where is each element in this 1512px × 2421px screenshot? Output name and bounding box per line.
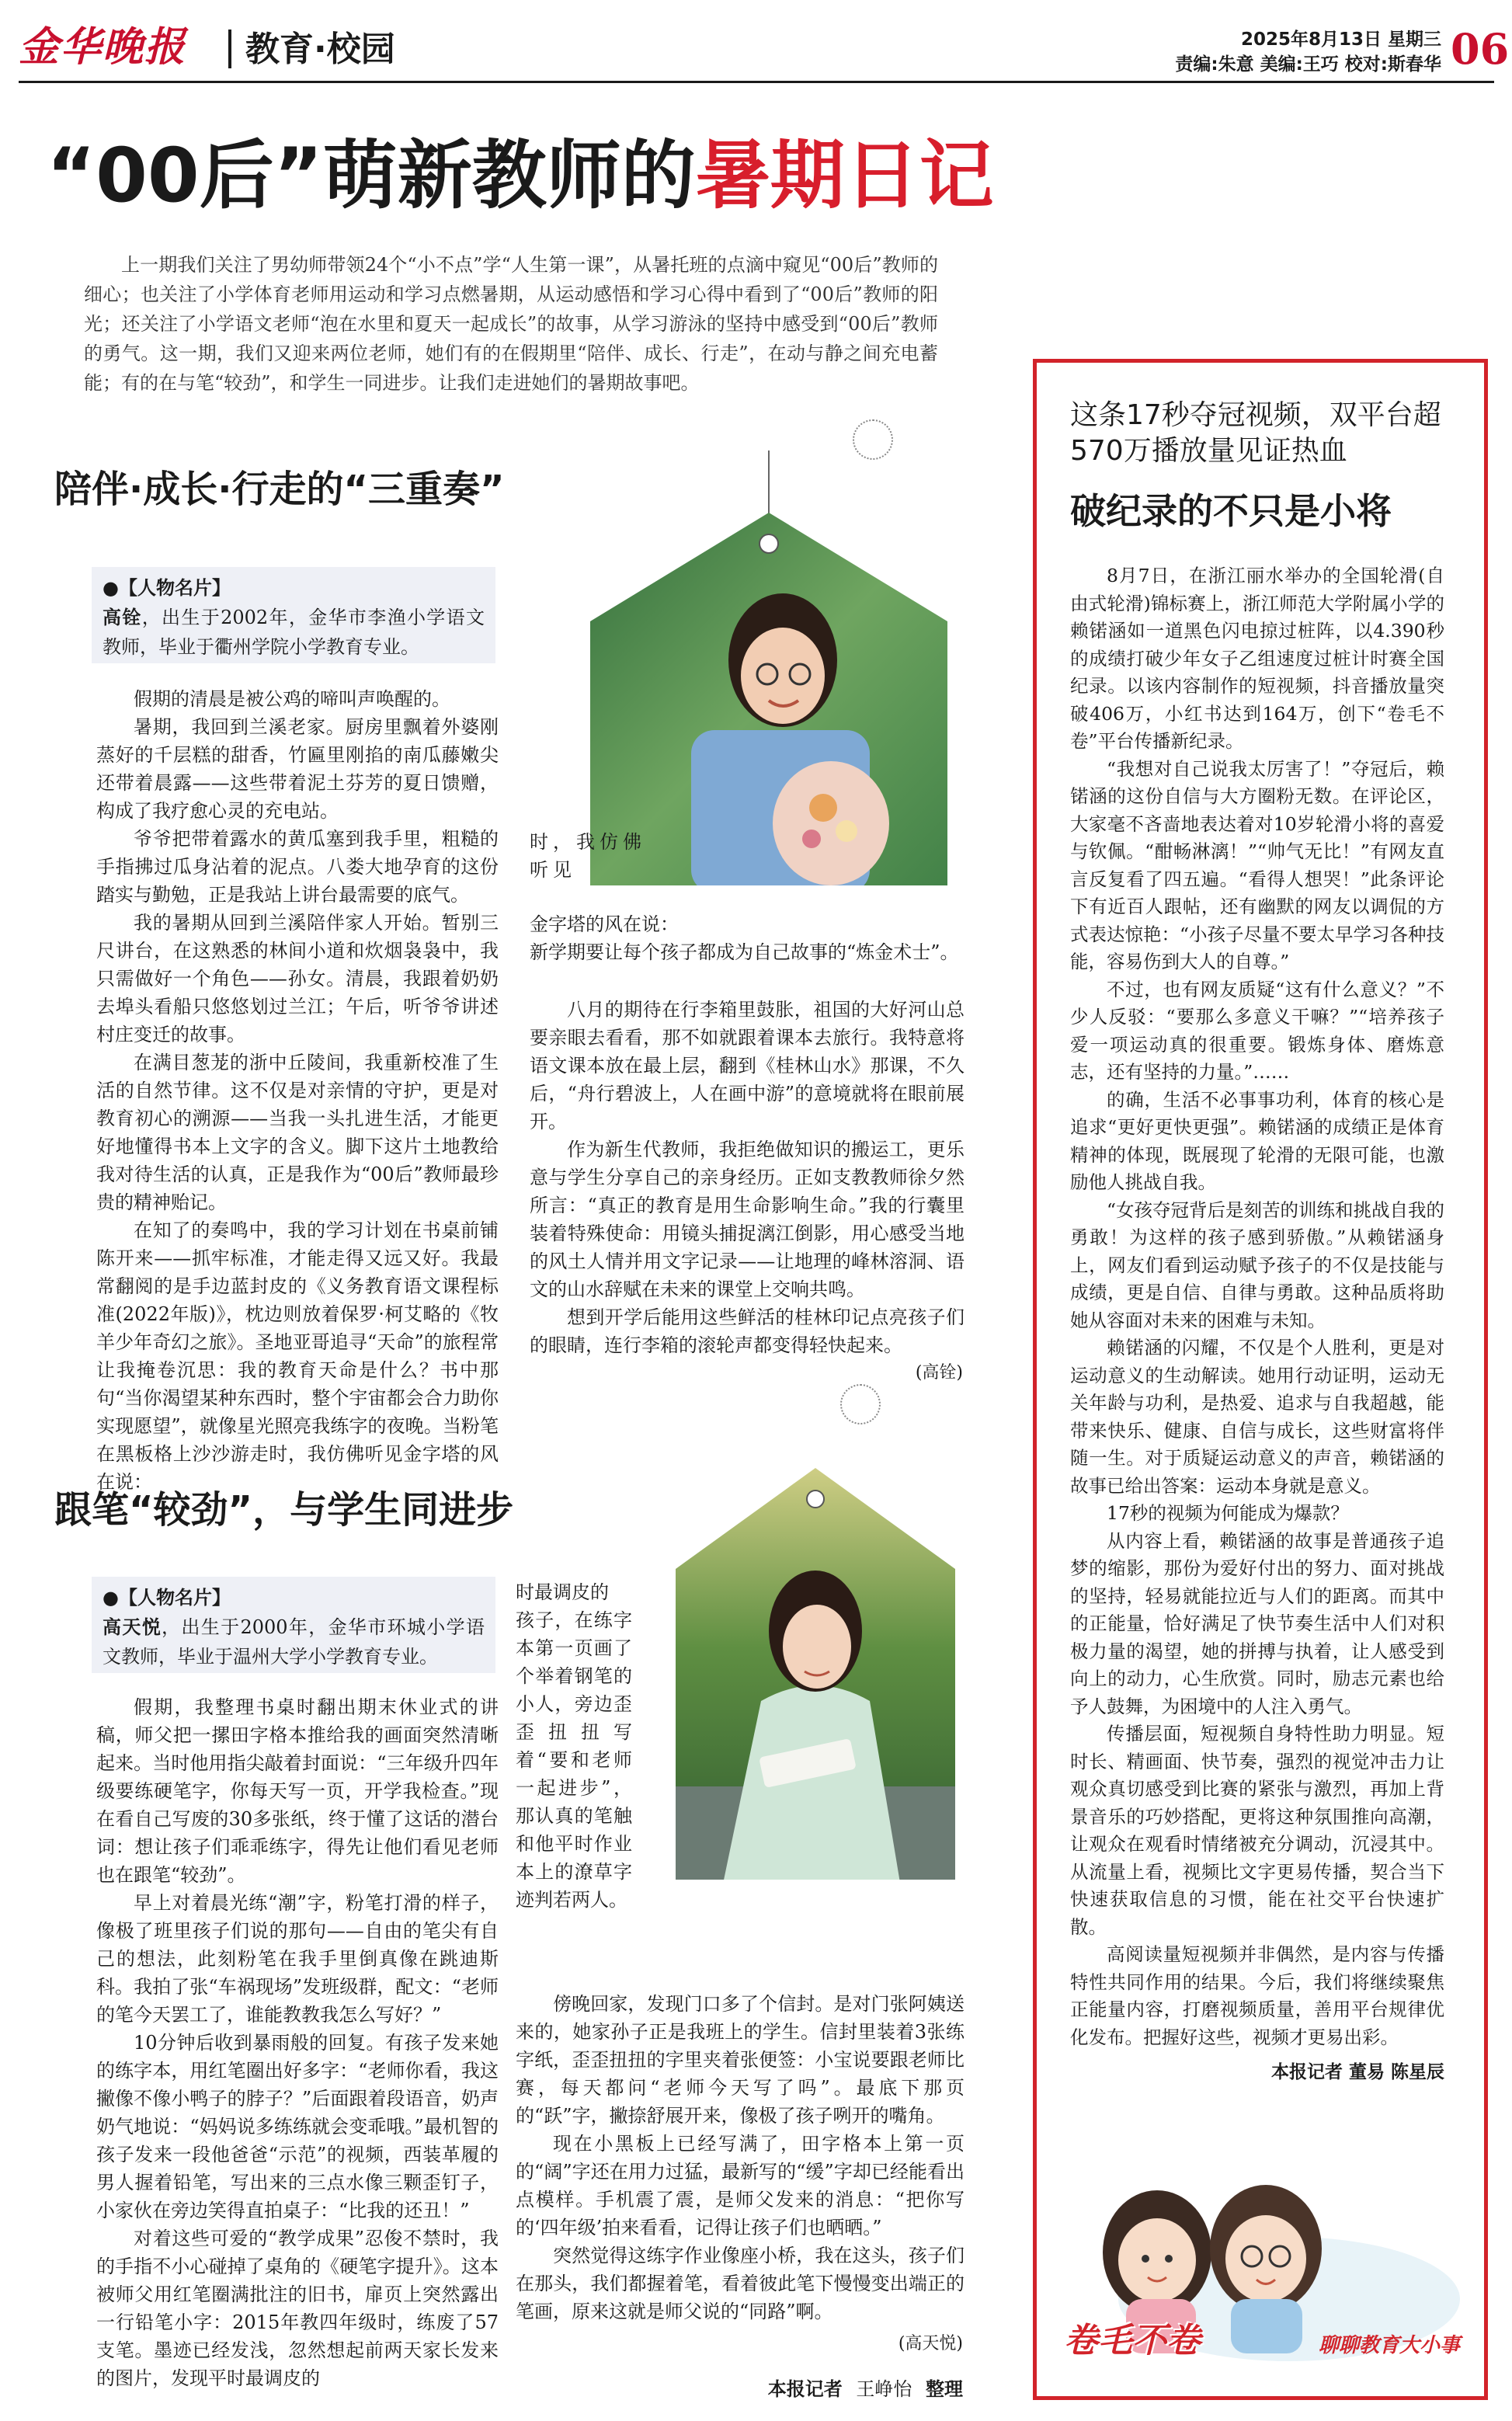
- profile-name: 高铨: [103, 606, 142, 628]
- profile-label: ●【人物名片】: [103, 1586, 231, 1609]
- paragraph: 对着这些可爱的“教学成果”忍俊不禁时，我的手指不小心碰掉了桌角的《硬笔字提升》。这本被师父用红笔圈满批注的旧书，扉页上突然露出一行铅笔小字：2015年教四年级时，练废了57支笔。墨迹已经发浅，忽然想起前两天家长发来的图片，发现平时最调皮的: [96, 2228, 499, 2389]
- brand-logo: 金华晚报: [19, 23, 187, 71]
- paragraph: 我的暑期从回到兰溪陪伴家人开始。暂别三尺讲台，在这熟悉的林间小道和炊烟袅袅中，我只需做好一个角色——孙女。清晨，我跟着奶奶去埠头看船只悠悠划过兰江；午后，听爷爷讲述村庄变迁的故事。: [96, 912, 499, 1045]
- story1-column-right-top: [530, 910, 965, 996]
- logo-slogan: 聊聊教育大小事: [1318, 2334, 1460, 2357]
- paragraph: 突然觉得这练字作业像座小桥，我在这头，孩子们在那头，我们都握着笔，看着彼此笔下慢慢变出端正的笔画，原来这就是师父说的“同路”啊。: [516, 2245, 965, 2322]
- main-headline: [47, 130, 994, 221]
- masthead: [19, 23, 1510, 78]
- profile-text: ，出生于2000年，金华市环城小学语文教师，毕业于温州大学小学教育专业。: [103, 1616, 485, 1668]
- paragraph: 早上对着晨光练“潮”字，粉笔打滑的样子，像极了班里孩子们说的那句——自由的笔尖有自己的想法，此刻粉笔在我手里倒真像在跳迪斯科。我拍了张“车祸现场”发班级群，配文：“老师的笔今天罢工了，谁能教教我怎么写好？”: [96, 1892, 499, 2026]
- profile-description: [103, 1612, 485, 1671]
- headline-part1: “00后”萌新教师的: [47, 132, 696, 219]
- juanmao-logo-illustration: [1056, 2167, 1468, 2384]
- story2-column-narrow: [516, 1578, 632, 1982]
- profile-description: [103, 603, 485, 662]
- logo-text: 卷毛不卷: [1064, 2321, 1201, 2360]
- story2-title: 跟笔“较劲”，与学生同进步: [54, 1488, 514, 1532]
- narrow-line: 时最调皮的: [516, 1581, 609, 1603]
- profile-label: ●【人物名片】: [103, 576, 231, 599]
- right-subtitle: 这条17秒夺冠视频，双平台超570万播放量见证热血: [1070, 399, 1441, 467]
- paragraph: 在知了的奏鸣中，我的学习计划在书桌前铺陈开来——抓牢标准，才能走得又远又好。我最常翻阅的是手边蓝封皮的《义务教育语文课程标准(2022年版)》，枕边则放着保罗·柯艾略的《牧羊少年奇幻之旅》。圣地亚哥追寻“天命”的旅程常让我掩卷沉思：我的教育天命是什么？书中那句“当你渴望某种东西时，整个宇宙都会合力助你实现愿望”，就像星光照亮我练字的夜晚。当粉笔在黑板格上沙沙游走时，我仿佛听见金字塔的风在说：: [96, 1219, 499, 1493]
- paragraph: 爷爷把带着露水的黄瓜塞到我手里，粗糙的手指拂过瓜身沾着的泥点。八娄大地孕育的这份踏实与勤勉，正是我站上讲台最需要的底气。: [96, 828, 499, 906]
- narrow-line: 时，我仿佛听见: [530, 831, 646, 881]
- paragraph: 传播层面，短视频自身特性助力明显。短时长、精画面、快节奏，强烈的视觉冲击力让观众真切感受到比赛的紧张与激烈，再加上背景音乐的巧妙搭配，更将这种氛围推向高潮，让观众在观看时情绪被充分调动，沉浸其中。从流量上看，视频比文字更易传播，契合当下快速获取信息的习惯，能在社交平台快速扩散。: [1070, 1723, 1444, 1938]
- story2-column-right: [516, 1990, 965, 2324]
- profile-name: 高天悦: [103, 1616, 162, 1638]
- story1-column-right: [530, 996, 965, 1361]
- photo-tag-frame: [668, 1452, 963, 1887]
- paragraph: 想到开学后能用这些鲜活的桂林印记点亮孩子们的眼睛，连行李箱的滚轮声都变得轻快起来。: [530, 1306, 965, 1356]
- story1-profile-card: [92, 567, 495, 663]
- paragraph: 10分钟后收到暴雨般的回复。有孩子发来她的练字本，用红笔圈出好多字：“老师你看，我这撇像不像小鸭子的脖子？”后面跟着段语音，奶声奶气地说：“妈妈说多练练就会变乖哦。”最机智的孩子发来一段他爸爸“示范”的视频，西装革履的男人握着铅笔，写出来的三点水像三颗歪钉子，小家伙在旁边笑得直拍桌子：“比我的还丑！”: [96, 2032, 499, 2221]
- paragraph: 作为新生代教师，我拒绝做知识的搬运工，更乐意与学生分享自己的亲身经历。正如支教教师徐夕然所言：“真正的教育是用生命影响生命。”我的行囊里装着特殊使命：用镜头捕捉漓江倒影，用心感受当地的风土人情并用文字记录——让地理的峰林溶洞、语文的山水辞赋在未来的课堂上交响共鸣。: [530, 1139, 965, 1300]
- headline-part2: 暑期日记: [695, 132, 994, 219]
- dotted-circle-decor: [853, 419, 893, 460]
- credit-name: 王峥怡: [856, 2378, 912, 2400]
- paragraph: 从内容上看，赖锘涵的故事是普通孩子追梦的缩影，那份为爱好付出的努力、面对挑战的坚持，轻易就能拉近与人们的距离。而其中的正能量，恰好满足了快节奏生活中人们对积极力量的渴望，她的拼搏与执着，让人感受到向上的动力，心生欣赏。同时，励志元素也给予人鼓舞，为困境中的人注入勇气。: [1070, 1529, 1444, 1717]
- paragraph: 傍晚回家，发现门口多了个信封。是对门张阿姨送来的，她家孙子正是我班上的学生。信封里装着3张练字纸，歪歪扭扭的字里夹着张便签：小宝说要跟老师比赛，每天都问“老师今天写了吗”。最底下那页的“跃”字，撇捺舒展开来，像极了孩子咧开的嘴角。: [516, 1993, 965, 2127]
- story1-column-left: [96, 685, 499, 1493]
- brand-divider: [228, 30, 231, 68]
- narrow-line: 金字塔的风在说：: [530, 913, 679, 935]
- narrow-line: 新学期要让每个孩子都成为自己故事的“炼金术士”。: [530, 941, 959, 963]
- story2-column-left: [96, 1693, 499, 2389]
- profile-text: ，出生于2002年，金华市李渔小学语文教师，毕业于衢州学院小学教育专业。: [103, 607, 485, 658]
- dotted-circle-decor: [840, 1384, 881, 1424]
- editor-credit: [699, 2375, 963, 2403]
- story2-byline: (高天悦): [898, 2334, 963, 2353]
- paragraph: 假期，我整理书桌时翻出期末休业式的讲稿，师父把一摞田字格本推给我的画面突然清晰起来。当时他用指尖敲着封面说：“三年级升四年级要练硬笔字，你每天写一页，开学我检查。”现在看自己写废的30多张纸，终于懂了这话的潜台词：想让孩子们乖乖练字，得先让他们看见老师也在跟笔“较劲”。: [96, 1696, 499, 1886]
- right-byline: 本报记者 董易 陈星辰: [1270, 2062, 1444, 2082]
- section-name: 教育·校园: [245, 30, 395, 69]
- paragraph: 假期的清晨是被公鸡的啼叫声唤醒的。: [134, 688, 450, 710]
- header-rule: [19, 81, 1494, 83]
- paragraph: 八月的期待在行李箱里鼓胀，祖国的大好河山总要亲眼去看看，那不如就跟着课本去旅行。我特意将语文课本放在最上层，翻到《桂林山水》那课，不久后，“舟行碧波上，人在画中游”的意境就将在眼前展开。: [530, 999, 965, 1132]
- right-article-body: [1070, 562, 1444, 2054]
- paragraph: “我想对自己说我太厉害了！”夺冠后，赖锘涵的这份自信与大方圈粉无数。在评论区，大家毫不吝啬地表达着对10岁轮滑小将的喜爱与钦佩。“酣畅淋漓！”“帅气无比！”有网友直言反复看了四五遍。“看得人想哭！”此条评论下有近百人跟帖，还有幽默的网友以调侃的方式表达惊艳：“小孩子尽量不要太早学习各种技能，容易伤到大人的自尊。”: [1070, 757, 1445, 972]
- issue-date: 2025年8月13日 星期三: [1240, 30, 1441, 50]
- paragraph: 17秒的视频为何能成为爆款？: [1107, 1502, 1349, 1524]
- intro-paragraph: 上一期我们关注了男幼师带领24个“小不点”学“人生第一课”，从暑托班的点滴中窥见“00后”教师的细心；也关注了小学体育老师用运动和学习点燃暑期，从运动感悟和学习心得中看到了“00后”教师的阳光；还关注了小学语文老师“泡在水里和夏天一起成长”的故事，从学习游泳的坚持中感受到“00后”教师的勇气。这一期，我们又迎来两位老师，她们有的在假期里“陪伴、成长、行走”，在动与静之间充电蓄能；有的在与笔“较劲”，和学生一同进步。让我们走进她们的暑期故事吧。: [84, 254, 938, 394]
- paragraph: 不过，也有网友质疑“这有什么意义？”不少人反驳：“要那么多意义干嘛？”“培养孩子爱一项运动真的很重要。锻炼身体、磨炼意志，还有坚持的力量。”……: [1070, 978, 1444, 1083]
- page-number: 06: [1451, 24, 1510, 74]
- paragraph: 赖锘涵的闪耀，不仅是个人胜利，更是对运动意义的生动解读。她用行动证明，运动无关年龄与功利，是热爱、追求与自我超越，能带来快乐、健康、自信与成长，这些财富将伴随一生。对于质疑运动意义的声音，赖锘涵的故事已给出答案：运动本身就是意义。: [1070, 1337, 1444, 1497]
- credit-label: 本报记者: [767, 2378, 843, 2400]
- story2-profile-card: [92, 1577, 495, 1673]
- editor-list: 责编:朱意 美编:王巧 校对:斯春华: [1175, 54, 1441, 75]
- paragraph: 暑期，我回到兰溪老家。厨房里飘着外婆刚蒸好的千层糕的甜香，竹匾里刚掐的南瓜藤嫩尖还带着晨露——这些带着泥土芬芳的夏日馈赠，构成了我疗愈心灵的充电站。: [96, 716, 499, 822]
- paragraph: 高阅读量短视频并非偶然，是内容与传播特性共同作用的结果。今后，我们将继续聚焦正能量内容，打磨视频质量，善用平台规律优化发布。把握好这些，视频才更易出彩。: [1070, 1943, 1444, 2048]
- paragraph: 在满目葱茏的浙中丘陵间，我重新校准了生活的自然节律。这不仅是对亲情的守护，更是对教育初心的溯源——当我一头扎进生活，才能更好地懂得书本上文字的含义。脚下这片土地教给我对待生活的认真，正是我作为“00后”教师最珍贵的精神贻记。: [96, 1052, 499, 1213]
- paragraph: “女孩夺冠背后是刻苦的训练和挑战自我的勇敢！为这样的孩子感到骄傲。”从赖锘涵身上，网友们看到运动赋予孩子的不仅是技能与成绩，更是自信、自律与勇敢。这种品质将助她从容面对未来的困难与未知。: [1070, 1198, 1445, 1331]
- story1-byline: (高铨): [915, 1363, 963, 1383]
- paragraph: 8月7日，在浙江丽水举办的全国轮滑(自由式轮滑)锦标赛上，浙江师范大学附属小学的赖锘涵如一道黑色闪电掠过桩阵，以4.390秒的成绩打破少年女子乙组速度过桩计时赛全国纪录。以该内容制作的短视频，抖音播放量突破406万，小红书达到164万，创下“卷毛不卷”平台传播新纪录。: [1070, 565, 1444, 752]
- story1-title: 陪伴·成长·行走的“三重奏”: [54, 468, 505, 511]
- teacher-photo-gao-tianyue: [668, 1452, 963, 1887]
- paragraph: 现在小黑板上已经写满了，田字格本上第一页的“阔”字还在用力过猛，最新写的“缓”字却已经能看出点模样。手机震了震，是师父发来的消息：“把你写的‘四年级’拍来看看，记得让孩子们也晒晒。”: [516, 2133, 965, 2238]
- credit-role: 整理: [926, 2378, 963, 2400]
- paragraph: 的确，生活不必事事功利，体育的核心是追求“更好更快更强”。赖锘涵的成绩正是体育精神的体现，既展现了轮滑的无限可能，也激励他人挑战自我。: [1070, 1088, 1444, 1193]
- narrow-line: 孩子，在练字本第一页画了个举着钢笔的小人，旁边歪歪扭扭写着“要和老师一起进步”，那认真的笔触和他平时作业本上的潦草字迹判若两人。: [516, 1609, 632, 1911]
- right-title: 破纪录的不只是小将: [1070, 490, 1392, 532]
